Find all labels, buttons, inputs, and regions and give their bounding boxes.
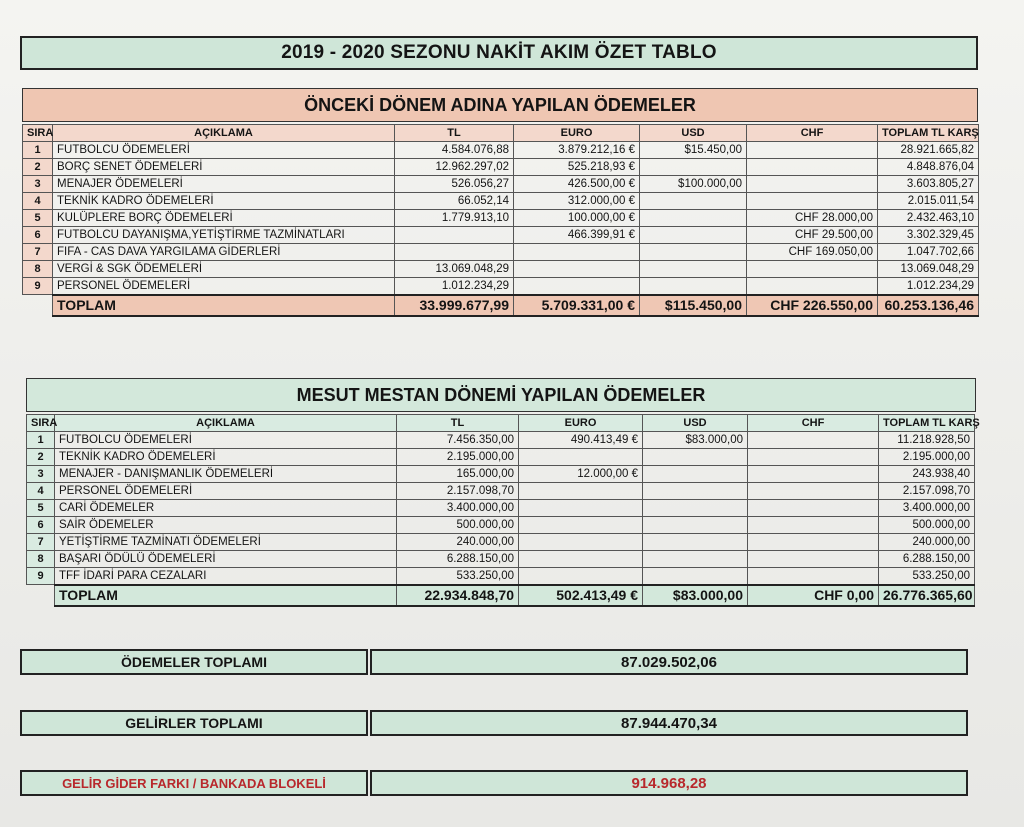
header-sira: SIRA [23,125,53,142]
cell-total: 3.603.805,27 [878,176,979,193]
header-tl: TL [395,125,514,142]
cell-chf [748,568,879,585]
cell-total: 13.069.048,29 [878,261,979,278]
cell-euro [514,278,640,295]
cell-chf [748,483,879,500]
header-tl: TL [397,415,519,432]
cell-no: 8 [27,551,55,568]
section2-table [26,414,980,607]
cell-euro [519,517,643,534]
total-chf: CHF 0,00 [748,585,879,606]
header-usd: USD [643,415,748,432]
payments-total-row [20,649,968,675]
table-row [23,244,979,261]
cell-no: 3 [27,466,55,483]
cell-usd [643,466,748,483]
total-euro: 502.413,49 € [519,585,643,606]
cell-no: 1 [23,142,53,159]
cell-no: 4 [27,483,55,500]
income-total-label: GELİRLER TOPLAMI [20,710,368,736]
cell-tl [395,244,514,261]
cell-euro [514,244,640,261]
income-total-value: 87.944.470,34 [370,710,968,736]
cell-desc: PERSONEL ÖDEMELERİ [55,483,397,500]
cell-chf [748,432,879,449]
cell-chf [747,193,878,210]
cell-chf: CHF 28.000,00 [747,210,878,227]
cell-usd [640,261,747,278]
cell-usd: $83.000,00 [643,432,748,449]
header-usd: USD [640,125,747,142]
cell-chf [748,534,879,551]
table-row [27,500,975,517]
total-spacer [23,295,53,316]
cell-euro: 525.218,93 € [514,159,640,176]
total-label: TOPLAM [53,295,395,316]
cell-desc: BAŞARI ÖDÜLÜ ÖDEMELERİ [55,551,397,568]
cell-total: 11.218.928,50 [879,432,975,449]
header-aciklama: AÇIKLAMA [55,415,397,432]
cell-chf [747,278,878,295]
cell-no: 6 [23,227,53,244]
cell-usd [640,244,747,261]
table-row [27,534,975,551]
cell-chf [747,142,878,159]
cell-tl: 526.056,27 [395,176,514,193]
total-label: TOPLAM [55,585,397,606]
cell-total: 3.400.000,00 [879,500,975,517]
header-chf: CHF [748,415,879,432]
section2-title: MESUT MESTAN DÖNEMİ YAPILAN ÖDEMELER [26,378,976,412]
cell-no: 1 [27,432,55,449]
cell-euro [519,500,643,517]
table-row [23,142,979,159]
cell-desc: MENAJER - DANIŞMANLIK ÖDEMELERİ [55,466,397,483]
cell-no: 2 [27,449,55,466]
total-row [27,585,975,606]
cell-usd [643,551,748,568]
cell-no: 7 [23,244,53,261]
cell-total: 2.157.098,70 [879,483,975,500]
cell-usd [643,500,748,517]
cell-total: 2.195.000,00 [879,449,975,466]
cell-chf: CHF 29.500,00 [747,227,878,244]
table-row [23,227,979,244]
cell-tl: 7.456.350,00 [397,432,519,449]
cell-desc: KULÜPLERE BORÇ ÖDEMELERİ [53,210,395,227]
cell-chf [748,517,879,534]
cell-no: 9 [27,568,55,585]
total-total: 60.253.136,46 [878,295,979,316]
cell-no: 7 [27,534,55,551]
header-toplam: TOPLAM TL KARŞ [879,415,975,432]
table-row [23,176,979,193]
table-row [23,159,979,176]
table-row [27,432,975,449]
cell-total: 243.938,40 [879,466,975,483]
total-usd: $83.000,00 [643,585,748,606]
header-euro: EURO [519,415,643,432]
income-total-row [20,710,968,736]
cell-euro [519,534,643,551]
cell-chf [748,500,879,517]
cell-usd: $100.000,00 [640,176,747,193]
cell-desc: YETİŞTİRME TAZMİNATI ÖDEMELERİ [55,534,397,551]
cell-tl: 2.157.098,70 [397,483,519,500]
cell-euro [519,449,643,466]
cell-tl: 1.779.913,10 [395,210,514,227]
cell-total: 4.848.876,04 [878,159,979,176]
cell-desc: PERSONEL ÖDEMELERİ [53,278,395,295]
total-usd: $115.450,00 [640,295,747,316]
cell-tl: 1.012.234,29 [395,278,514,295]
cell-tl: 533.250,00 [397,568,519,585]
cell-desc: FUTBOLCU DAYANIŞMA,YETİŞTİRME TAZMİNATLARI [53,227,395,244]
cell-total: 28.921.665,82 [878,142,979,159]
cell-tl: 165.000,00 [397,466,519,483]
table-row [23,261,979,278]
cell-chf [748,551,879,568]
cell-no: 5 [23,210,53,227]
cell-desc: TEKNİK KADRO ÖDEMELERİ [53,193,395,210]
cell-tl: 2.195.000,00 [397,449,519,466]
cell-tl: 4.584.076,88 [395,142,514,159]
cell-euro [519,568,643,585]
cell-desc: TEKNİK KADRO ÖDEMELERİ [55,449,397,466]
total-euro: 5.709.331,00 € [514,295,640,316]
cell-usd [643,449,748,466]
cell-total: 2.015.011,54 [878,193,979,210]
document-title: 2019 - 2020 SEZONU NAKİT AKIM ÖZET TABLO [20,36,978,70]
table-row [23,278,979,295]
cell-desc: CARİ ÖDEMELER [55,500,397,517]
cell-usd [643,568,748,585]
difference-label: GELİR GİDER FARKI / BANKADA BLOKELİ [20,770,368,796]
cell-tl: 13.069.048,29 [395,261,514,278]
difference-row [20,770,968,796]
cell-tl: 500.000,00 [397,517,519,534]
header-aciklama: AÇIKLAMA [53,125,395,142]
cell-euro: 12.000,00 € [519,466,643,483]
payments-total-value: 87.029.502,06 [370,649,968,675]
header-sira: SIRA [27,415,55,432]
cell-chf [747,176,878,193]
cell-usd [643,534,748,551]
difference-value: 914.968,28 [370,770,968,796]
total-chf: CHF 226.550,00 [747,295,878,316]
cell-total: 500.000,00 [879,517,975,534]
header-chf: CHF [747,125,878,142]
cell-total: 6.288.150,00 [879,551,975,568]
table-row [27,449,975,466]
cell-total: 533.250,00 [879,568,975,585]
cell-no: 4 [23,193,53,210]
cell-usd [643,483,748,500]
cell-euro: 426.500,00 € [514,176,640,193]
cell-total: 240.000,00 [879,534,975,551]
cell-tl: 3.400.000,00 [397,500,519,517]
total-total: 26.776.365,60 [879,585,975,606]
cell-desc: FUTBOLCU ÖDEMELERİ [55,432,397,449]
cell-total: 1.012.234,29 [878,278,979,295]
cell-euro: 100.000,00 € [514,210,640,227]
cell-desc: FIFA - CAS DAVA YARGILAMA GİDERLERİ [53,244,395,261]
cell-chf [748,466,879,483]
cell-no: 6 [27,517,55,534]
cell-total: 2.432.463,10 [878,210,979,227]
table-row [27,568,975,585]
cell-no: 9 [23,278,53,295]
cell-tl: 240.000,00 [397,534,519,551]
total-row [23,295,979,316]
cell-euro: 466.399,91 € [514,227,640,244]
table-row [27,466,975,483]
cell-desc: BORÇ SENET ÖDEMELERİ [53,159,395,176]
section1-title: ÖNCEKİ DÖNEM ADINA YAPILAN ÖDEMELER [22,88,978,122]
cell-desc: VERGİ & SGK ÖDEMELERİ [53,261,395,278]
table-row [23,210,979,227]
cell-usd [643,517,748,534]
total-tl: 33.999.677,99 [395,295,514,316]
section1-table [22,124,979,317]
cell-euro: 3.879.212,16 € [514,142,640,159]
cell-total: 1.047.702,66 [878,244,979,261]
cell-chf: CHF 169.050,00 [747,244,878,261]
cell-usd [640,159,747,176]
cell-desc: TFF İDARİ PARA CEZALARI [55,568,397,585]
header-euro: EURO [514,125,640,142]
cell-euro: 490.413,49 € [519,432,643,449]
payments-total-label: ÖDEMELER TOPLAMI [20,649,368,675]
cell-usd [640,210,747,227]
cell-no: 5 [27,500,55,517]
total-spacer [27,585,55,606]
cell-euro [519,483,643,500]
cell-tl: 66.052,14 [395,193,514,210]
cell-usd [640,227,747,244]
cell-euro [519,551,643,568]
table-row [27,517,975,534]
cell-desc: MENAJER ÖDEMELERİ [53,176,395,193]
cell-usd [640,193,747,210]
cell-no: 3 [23,176,53,193]
cell-usd: $15.450,00 [640,142,747,159]
cell-desc: FUTBOLCU ÖDEMELERİ [53,142,395,159]
cell-no: 2 [23,159,53,176]
cell-desc: SAİR ÖDEMELER [55,517,397,534]
table-row [27,551,975,568]
cell-chf [748,449,879,466]
cell-tl: 12.962.297,02 [395,159,514,176]
table-row [27,483,975,500]
cell-chf [747,261,878,278]
cell-usd [640,278,747,295]
cell-total: 3.302.329,45 [878,227,979,244]
total-tl: 22.934.848,70 [397,585,519,606]
table-row [23,193,979,210]
cell-tl: 6.288.150,00 [397,551,519,568]
header-toplam: TOPLAM TL KARŞ [878,125,979,142]
cell-euro: 312.000,00 € [514,193,640,210]
cell-no: 8 [23,261,53,278]
cell-chf [747,159,878,176]
cell-tl [395,227,514,244]
cell-euro [514,261,640,278]
